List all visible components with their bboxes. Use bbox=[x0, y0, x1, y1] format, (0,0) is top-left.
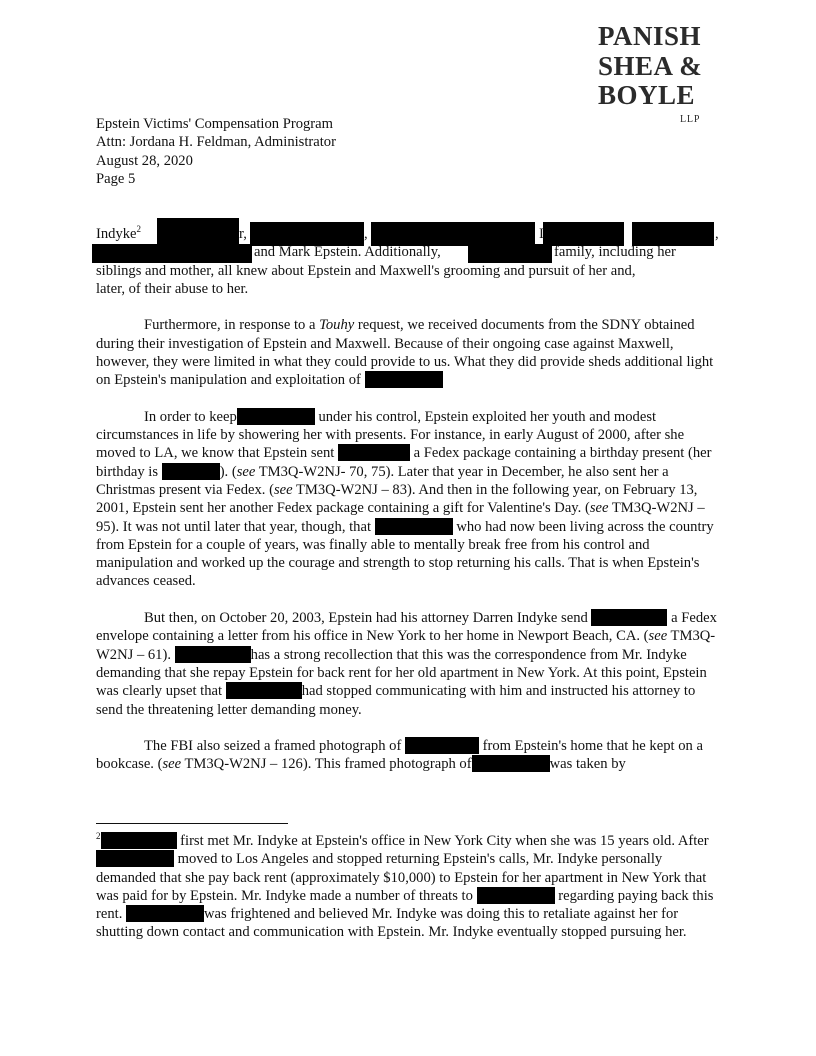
p1-line-3: siblings and mother, all knew about Epstein and Maxwell's grooming and pursuit of her and, bbox=[96, 262, 636, 279]
redaction bbox=[405, 737, 479, 754]
redaction bbox=[365, 371, 443, 388]
redaction bbox=[237, 408, 315, 425]
logo-line-2: SHEA & bbox=[598, 50, 703, 81]
footnote-number: 2 bbox=[96, 831, 101, 841]
date-line: August 28, 2020 bbox=[96, 152, 193, 169]
paragraph-2: Furthermore, in response to a Touhy request, we received documents from the SDNY obtained during their investigation of Epstein and Maxwell. Because of their ongoing case against Maxwell, however, they were limited in what they could provide to us. What they did provide sheds additional light on Epstein's manipulation and exploitation of bbox=[96, 317, 714, 389]
redaction bbox=[375, 518, 453, 535]
p1-start: Indyke bbox=[96, 226, 137, 242]
p1-line-4: later, of their abuse to her. bbox=[96, 280, 249, 297]
attention-line: Attn: Jordana H. Feldman, Administrator bbox=[96, 134, 336, 151]
logo-line-3: BOYLE bbox=[598, 80, 696, 110]
p1-comma: , bbox=[715, 226, 719, 242]
letter-header bbox=[96, 115, 336, 188]
redaction bbox=[162, 463, 220, 480]
p1-i-fragment: I bbox=[539, 226, 544, 242]
p1-r-fragment: r, bbox=[239, 226, 247, 242]
redaction bbox=[126, 905, 204, 922]
redaction bbox=[175, 646, 251, 663]
footnote-separator bbox=[96, 823, 288, 824]
logo-llp: LLP bbox=[680, 114, 701, 125]
p1-comma: , bbox=[364, 226, 368, 242]
footnote-ref: 2 bbox=[136, 224, 142, 234]
redaction bbox=[96, 850, 174, 867]
paragraph-1 bbox=[96, 225, 720, 298]
paragraph-5: The FBI also seized a framed photograph of from Epstein's home that he kept on a bookcase. (see TM3Q-W2NJ – 126). This framed photograph of was taken by bbox=[96, 738, 703, 773]
p1-mark-epstein: and Mark Epstein. Additionally, bbox=[254, 244, 441, 260]
logo-line-1: PANISH bbox=[598, 21, 702, 51]
firm-logo bbox=[598, 21, 718, 125]
redaction bbox=[477, 887, 555, 904]
redaction bbox=[591, 609, 667, 626]
redaction bbox=[101, 832, 177, 849]
paragraph-4: But then, on October 20, 2003, Epstein had his attorney Darren Indyke send a Fedex envelope containing a letter from his office in New York to her home in Newport Beach, CA. (see TM3Q-W2NJ – 61). has a strong recollection that this was the correspondence from Mr. Indyke demanding that she repay Epstein for back rent for her old apartment in New York. At this point, Epstein was clearly upset that had stopped communicating with him and instructed his attorney to send the threatening letter demanding money. bbox=[96, 610, 717, 718]
recipient-line: Epstein Victims' Compensation Program bbox=[96, 116, 333, 132]
redaction bbox=[472, 755, 550, 772]
redaction bbox=[338, 444, 410, 461]
letter-body bbox=[96, 225, 720, 792]
footnote bbox=[96, 832, 720, 942]
p1-family: family, including her bbox=[554, 244, 676, 260]
page-number: Page 5 bbox=[96, 170, 136, 187]
redaction bbox=[226, 682, 302, 699]
touhy-italic: Touhy bbox=[319, 317, 355, 334]
footnote-text: $^2$ first met Mr. Indyke at Epstein's office in New York City when she was 15 years old. After moved to Los Angeles and stopped returning Epstein's calls, Mr. Indyke personally demanded that she pay back rent (approximately $10,000) to Epstein for her apartment in New York that was paid for by Epstein. Mr. Indyke made a number of threats to regarding paying back this rent. was frightened and believed Mr. Indyke was doing this to retaliate against her for shutting down contact and communication with Epstein. Mr. Indyke eventually stopped pursuing her. bbox=[96, 831, 714, 941]
paragraph-3: In order to keep under his control, Epstein exploited her youth and modest circumstances in life by showering her with presents. For instance, in early August of 2000, after she moved to LA, we know that Epstein sent a Fedex package containing a birthday present (her birthday is ). (see TM3Q-W2NJ- 70, 75). Later that year in December, he also sent her a Christmas present via Fedex. (see TM3Q-W2NJ – 83). And then in the following year, on February 13, 2001, Epstein sent her another Fedex package containing a gift for Valentine's Day. (see TM3Q-W2NJ – 95). It was not until later that year, though, that who had now been living across the country from Epstein for a couple of years, was finally able to mentally break free from his control and manipulation and worked up the courage and strength to stop returning his calls. That is when Epstein's advances ceased. bbox=[96, 408, 714, 590]
